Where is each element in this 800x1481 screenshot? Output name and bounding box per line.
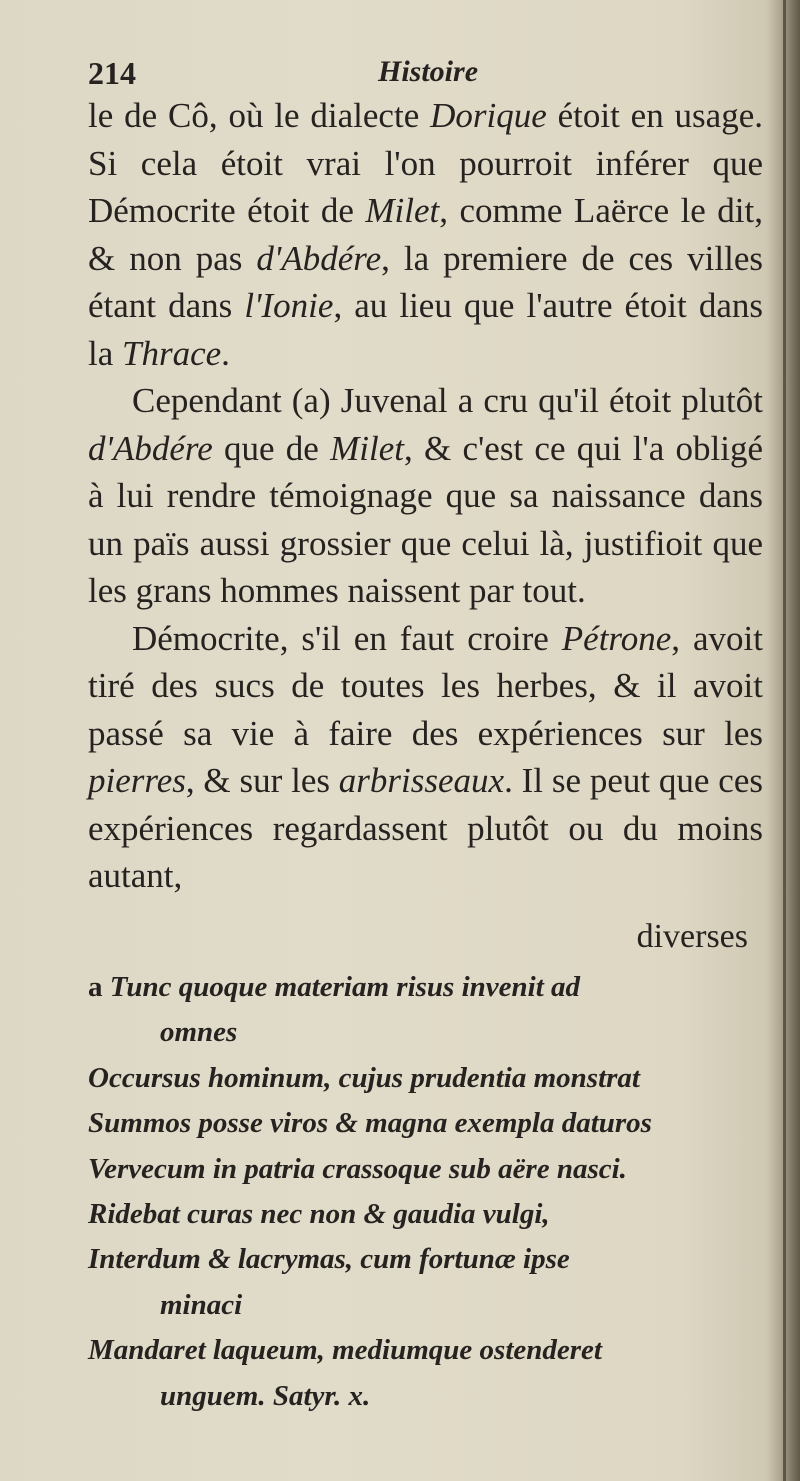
italic-text: Milet — [365, 191, 440, 230]
catchword: diverses — [636, 918, 748, 955]
footnote-text: Ridebat curas nec non & gaudia vulgi, — [88, 1198, 550, 1231]
page-number: 214 — [88, 55, 136, 91]
footnote-text: omnes — [160, 1016, 238, 1049]
text-run: que de — [212, 428, 331, 468]
footnote-text: Tunc quoque materiam risus invenit ad — [109, 971, 580, 1003]
footnote-line — [88, 1374, 768, 1419]
italic-text: Pétrone — [561, 618, 672, 658]
text-run: , & c'est ce qui l'a obligé à lui rendre témoignage que sa naissance dans un païs aussi grossier que celui là, justifioit que les grans hommes naissent par tout. — [88, 428, 763, 610]
paragraph — [88, 615, 763, 900]
footnote-line — [88, 1283, 768, 1328]
footnote-line — [88, 1101, 768, 1146]
footnote-text: Summos posse viros & magna exempla daturos — [88, 1107, 652, 1140]
text-run: , au lieu que l'autre étoit dans la — [88, 286, 763, 373]
italic-text: pierres — [88, 761, 186, 800]
text-run: . — [221, 333, 230, 373]
italic-text: l'Ionie — [244, 286, 334, 325]
main-text — [88, 92, 763, 900]
footnote-marker: a — [88, 971, 103, 1003]
paragraph — [88, 92, 763, 377]
footnote-line — [88, 1010, 768, 1055]
footnote-text: Interdum & lacrymas, cum fortunæ ipse — [88, 1243, 570, 1276]
text-run: , comme Laërce le dit, & non pas — [88, 191, 763, 278]
text-run: le de Cô, où le dialecte — [88, 96, 431, 135]
page-header — [88, 55, 728, 95]
binding-edge-line — [783, 0, 786, 1481]
text-run: , avoit tiré des sucs de toutes les herbes, & il avoit passé sa vie à faire des expériences sur les — [88, 618, 763, 753]
italic-text: d'Abdére — [88, 428, 213, 468]
footnote-line — [88, 1056, 768, 1101]
footnote-text: Vervecum in patria crassoque sub aëre nasci. — [88, 1152, 627, 1185]
footnote-line — [88, 1147, 768, 1192]
text-run: Cependant (a) Juvenal a cru qu'il étoit plutôt — [132, 381, 763, 420]
italic-text: Thrace — [122, 333, 222, 373]
paragraph — [88, 377, 763, 615]
italic-text: d'Abdére — [256, 238, 382, 278]
text-run: . Il se peut que ces expériences regardassent plutôt ou du moins autant, — [88, 761, 763, 895]
running-title: Histoire — [378, 55, 479, 88]
italic-text: Dorique — [430, 96, 547, 135]
italic-text: Milet — [330, 428, 404, 468]
text-run: étoit en usage. Si cela étoit vrai l'on pourroit inférer que Démocrite étoit de — [88, 96, 763, 230]
footnote-text: unguem. Satyr. x. — [160, 1379, 371, 1412]
footnote-line — [88, 1192, 768, 1237]
text-run: , & sur les — [185, 761, 339, 800]
footnote-line — [88, 1237, 768, 1282]
footnote-line — [88, 965, 768, 1010]
text-run: Démocrite, s'il en faut croire — [132, 618, 562, 658]
footnote-text: minaci — [160, 1288, 243, 1321]
footnote-text: Mandaret laqueum, mediumque ostenderet — [88, 1334, 602, 1367]
text-run: , la premiere de ces villes étant dans — [88, 238, 763, 325]
italic-text: arbrisseaux — [338, 761, 505, 800]
footnote-line — [88, 1328, 768, 1373]
footnote — [88, 965, 768, 1419]
footnote-text: Occursus hominum, cujus prudentia monstrat — [88, 1061, 640, 1094]
